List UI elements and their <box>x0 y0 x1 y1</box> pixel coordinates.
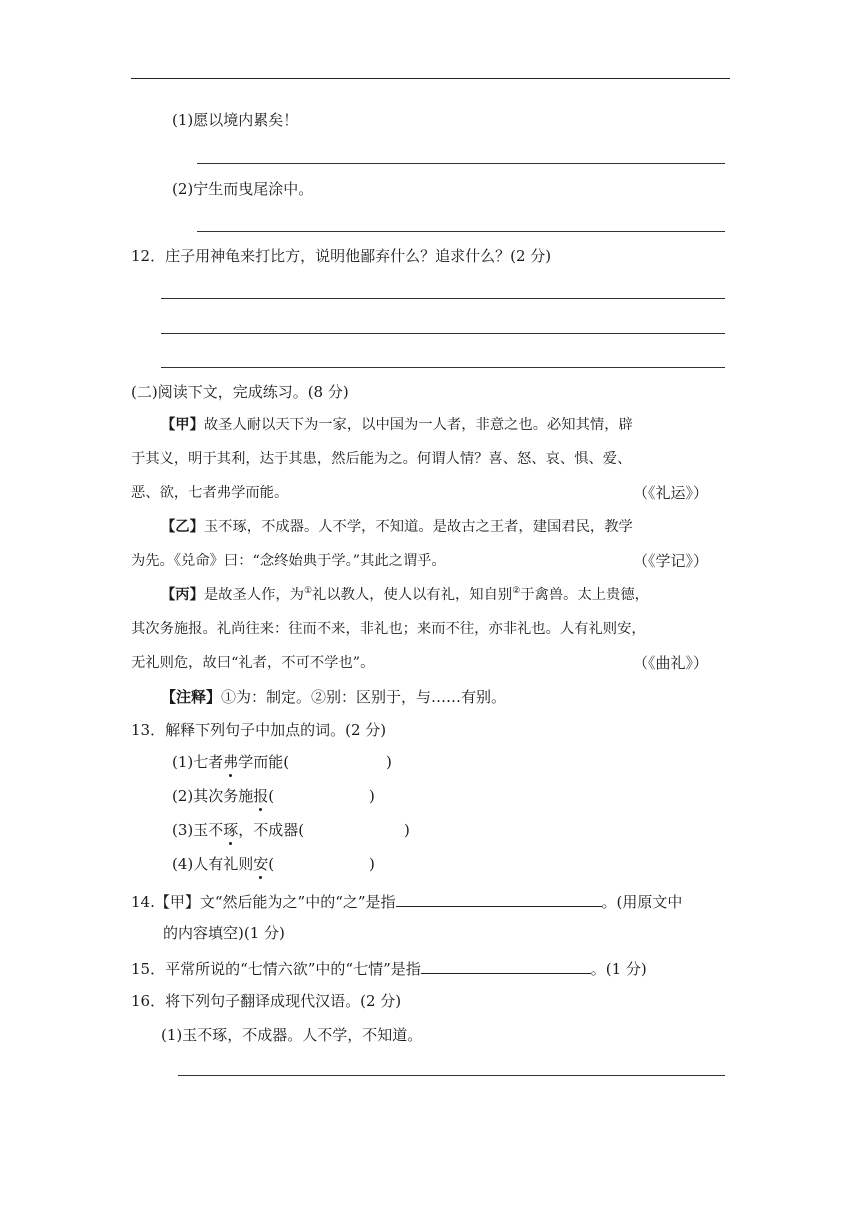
passage-text: 于禽兽。太上贵德， <box>520 587 649 603</box>
dotted-word: 报 <box>253 787 269 805</box>
dotted-word: 安 <box>253 855 269 873</box>
annotation-text: ①为：制定。②别：区别于，与……有别。 <box>221 688 507 706</box>
question-14 <box>131 890 682 912</box>
paren-close: ) <box>386 753 392 771</box>
question-16: 16．将下列句子翻译成现代汉语。(2 分) <box>131 992 402 1010</box>
item-text: (4)人有礼则 <box>172 855 254 873</box>
paren-close: ) <box>404 821 410 839</box>
passage-tag: 【丙】 <box>161 587 204 603</box>
question-15 <box>131 957 647 979</box>
passage-yi-line <box>161 517 633 537</box>
answer-line[interactable] <box>161 298 725 299</box>
passage-source: （《礼运》） <box>633 484 709 502</box>
q11-sentence-2: (2)宁生而曳尾涂中。 <box>172 180 314 198</box>
item-text: ，不成器( <box>238 821 305 839</box>
passage-text: 玉不琢，不成器。人不学，不知道。是故古之王者，建国君民，教学 <box>203 519 633 535</box>
passage-bing-line: 无礼则危，故曰“礼者，不可不学也”。 <box>131 655 375 671</box>
annotation <box>161 687 506 707</box>
passage-jia-line <box>161 415 633 435</box>
paren-close: ) <box>369 855 375 873</box>
paren-close: ) <box>369 787 375 805</box>
top-rule <box>131 78 730 79</box>
passage-text: 故圣人耐以天下为一家，以中国为一人者，非意之也。必知其情，辟 <box>203 417 633 433</box>
question-text: 14.【甲】文“然后能为之”中的“之”是指 <box>131 893 396 911</box>
passage-tag: 【甲】 <box>161 417 204 433</box>
question-14-cont: 的内容填空)(1 分) <box>163 924 285 942</box>
item-text: ( <box>268 855 275 873</box>
dotted-word: 琢 <box>223 821 239 839</box>
passage-bing-line: 其次务施报。礼尚往来：往而不来，非礼也；来而不往，亦非礼也。人有礼则安， <box>131 621 646 637</box>
question-13: 13．解释下列句子中加点的词。(2 分) <box>131 721 387 739</box>
q16-sentence-1: (1)玉不琢，不成器。人不学，不知道。 <box>161 1026 423 1044</box>
item-text: ( <box>268 787 275 805</box>
passage-bing-line <box>161 585 649 605</box>
answer-line[interactable] <box>161 333 725 334</box>
passage-source: （《学记》） <box>633 552 709 570</box>
q11-sentence-1: (1)愿以境内累矣！ <box>172 111 299 129</box>
passage-jia-line: 于其义，明于其利，达于其患，然后能为之。何谓人情？喜、怒、哀、惧、爱、 <box>131 451 632 467</box>
q13-item <box>172 854 274 874</box>
question-12: 12．庄子用神龟来打比方，说明他鄙弃什么？追求什么？(2 分) <box>131 247 552 265</box>
passage-text: 礼以教人，使人以有礼，知自别 <box>312 587 513 603</box>
passage-tag: 【乙】 <box>161 519 204 535</box>
answer-line[interactable] <box>178 1075 725 1076</box>
q13-item <box>172 820 304 840</box>
question-text: 。(1 分) <box>590 960 647 978</box>
answer-line[interactable] <box>197 163 725 164</box>
passage-jia-line: 恶、欲，七者弗学而能。 <box>131 485 289 501</box>
section-heading: (二)阅读下文，完成练习。(8 分) <box>131 383 349 401</box>
question-text: 。(用原文中 <box>601 893 683 911</box>
item-text: (2)其次务施 <box>172 787 254 805</box>
passage-text: 是故圣人作，为 <box>203 587 304 603</box>
dotted-word: 弗 <box>223 753 239 771</box>
footnote-mark: ① <box>303 586 313 597</box>
fill-blank[interactable] <box>421 957 591 974</box>
passage-yi-line: 为先。《兑命》曰：“念终始典于学。”其此之谓乎。 <box>131 553 446 569</box>
item-text: (3)玉不 <box>172 821 224 839</box>
item-text: 学而能( <box>238 753 290 771</box>
q13-item <box>172 752 289 772</box>
passage-source: （《曲礼》） <box>633 654 709 672</box>
annotation-tag: 【注释】 <box>161 688 222 706</box>
footnote-mark: ② <box>512 586 521 597</box>
answer-line[interactable] <box>197 231 725 232</box>
fill-blank[interactable] <box>396 890 602 907</box>
question-text: 15．平常所说的“七情六欲”中的“七情”是指 <box>131 960 421 978</box>
q13-item <box>172 786 274 806</box>
item-text: (1)七者 <box>172 753 224 771</box>
answer-line[interactable] <box>161 367 725 368</box>
